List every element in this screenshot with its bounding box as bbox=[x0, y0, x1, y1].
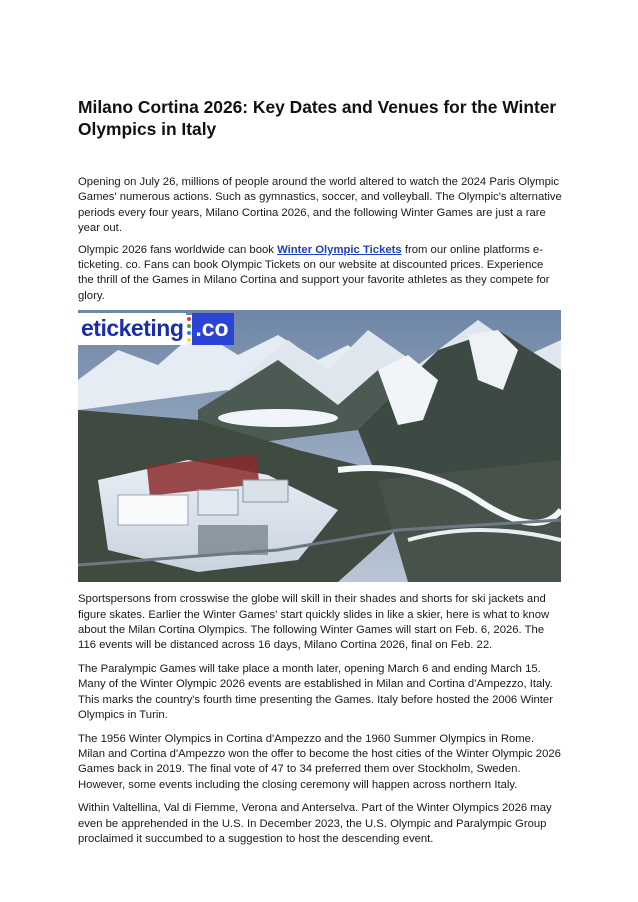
logo-dot bbox=[187, 324, 191, 328]
logo-dot bbox=[187, 338, 191, 342]
venue-aerial-photo bbox=[78, 310, 561, 582]
document-page bbox=[78, 96, 562, 853]
logo-dot bbox=[187, 317, 191, 321]
booking-text-before: Olympic 2026 fans worldwide can book bbox=[78, 243, 278, 256]
logo-suffix: .co bbox=[192, 313, 233, 345]
body-paragraph: Sportspersons from crosswise the globe will skill in their shades and shorts for ski jackets and figure skates. Earlier the Winter Games' start quickly slides in like a skier, here is what to know about the Milan Cortina Olympics. The following Winter Games will start on Feb. 6, 2026. The 116 events will be distanced across 16 days, Milano Cortina 2026, final on Feb. 22. bbox=[78, 593, 550, 652]
eticketing-logo bbox=[78, 312, 234, 346]
booking-text-after: from our online platforms e-ticketing. co. Fans can book Olympic Tickets on our website at discounted prices. Experience the thrill of the Games in Milano Cortina and support your favorite athletes as they compete for glory. bbox=[78, 243, 550, 302]
intro-paragraph: Opening on July 26, millions of people around the world altered to watch the 2024 Paris Olympic Games' numerous actions. Such as gymnastics, soccer, and volleyball. The Olympic's alternative periods every four years, Milano Cortina 2026, and the following Winter Games are just a rare year out. bbox=[78, 176, 562, 235]
page-title: Milano Cortina 2026: Key Dates and Venues for the Winter Olympics in Italy bbox=[78, 97, 557, 139]
booking-paragraph bbox=[78, 243, 562, 305]
snowy-valley-illustration bbox=[78, 310, 561, 582]
body-paragraph: The 1956 Winter Olympics in Cortina d'Ampezzo and the 1960 Summer Olympics in Rome. Milan and Cortina d'Ampezzo won the offer to become the host cities of the Winter Olympic 2026 Games back in 2019. The final vote of 47 to 34 preferred them over Stockholm, Sweden. However, some events including the closing ceremony will happen across northern Italy. bbox=[78, 732, 561, 791]
body-paragraph: Within Valtellina, Val di Fiemme, Verona and Anterselva. Part of the Winter Olympics 2026 may even be apprehended in the U.S. In December 2023, the U.S. Olympic and Paralympic Group proclaimed it succumbed to a suggestion to host the descending event. bbox=[78, 802, 552, 845]
logo-wordmark: eticketing bbox=[78, 313, 186, 345]
winter-olympic-tickets-link[interactable]: Winter Olympic Tickets bbox=[277, 243, 402, 256]
body-paragraph: The Paralympic Games will take place a month later, opening March 6 and ending March 15. Many of the Winter Olympic 2026 events are established in Milan and Cortina d'Ampezzo, Italy. This marks the country's fourth time presenting the Games. Italy before hosted the 2006 Winter Olympics in Turin. bbox=[78, 662, 553, 722]
logo-dot bbox=[187, 331, 191, 335]
